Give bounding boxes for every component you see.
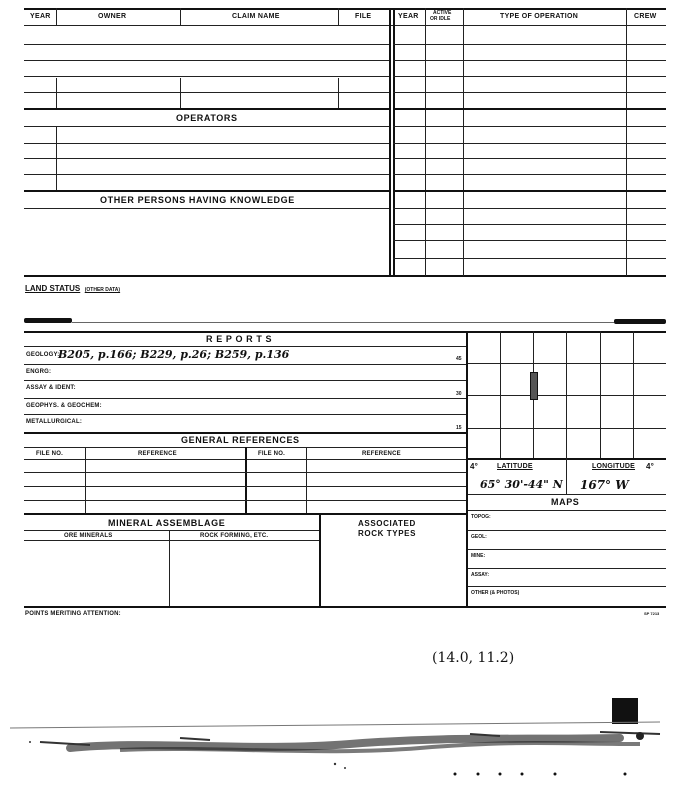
maps-topog: TOPOG:: [471, 514, 491, 520]
col-active: ACTIVE: [433, 10, 452, 16]
handwritten-coordinates: (14.0, 11.2): [432, 650, 515, 666]
col-claim-name: CLAIM NAME: [232, 13, 280, 20]
mineral-assemblage-title: MINERAL ASSEMBLAGE: [108, 518, 226, 528]
rock-forming-label: ROCK FORMING, ETC.: [200, 533, 269, 539]
longitude-value: 167° W: [580, 478, 629, 492]
reports-title: R E P O R T S: [206, 334, 273, 344]
latitude-value: 65° 30'-44" N: [480, 478, 563, 491]
land-status-sub: (OTHER DATA): [84, 287, 121, 293]
rock-types-label: ROCK TYPES: [358, 529, 417, 538]
scan-mark-right: [614, 319, 666, 324]
col-file: FILE: [355, 13, 372, 20]
operators-heading: OPERATORS: [176, 113, 238, 123]
col-year: YEAR: [30, 13, 51, 20]
col-or-idle: OR IDLE: [430, 16, 451, 22]
col-file-no-2: FILE NO.: [258, 451, 285, 457]
other-persons-heading: OTHER PERSONS HAVING KNOWLEDGE: [100, 195, 295, 205]
scan-artifact-strip: [0, 690, 678, 780]
num-30: 30: [456, 391, 462, 397]
metallurgical-label: METALLURGICAL:: [26, 419, 83, 425]
col-owner: OWNER: [98, 13, 127, 20]
points-meriting-attention: POINTS MERITING ATTENTION:: [25, 611, 121, 617]
land-status: [25, 278, 120, 296]
location-marker: [530, 372, 538, 400]
land-status-label: LAND STATUS: [25, 284, 81, 293]
ore-minerals-label: ORE MINERALS: [64, 533, 113, 539]
assay-label: ASSAY & IDENT:: [26, 385, 76, 391]
associated-label: ASSOCIATED: [358, 519, 416, 528]
general-references-title: GENERAL REFERENCES: [181, 435, 300, 445]
engrg-label: ENGRG:: [26, 369, 52, 375]
col-type-of-operation: TYPE OF OPERATION: [500, 13, 579, 20]
maps-assay: ASSAY:: [471, 572, 490, 578]
scan-mark-left: [24, 318, 72, 323]
lon-mark: 4°: [646, 462, 655, 471]
geology-value: B205, p.166; B229, p.26; B259, p.136: [58, 348, 290, 361]
lat-mark: 4°: [470, 462, 479, 471]
maps-other: OTHER (& PHOTOS): [471, 590, 520, 596]
col-file-no-1: FILE NO.: [36, 451, 63, 457]
geophys-label: GEOPHYS. & GEOCHEM:: [26, 403, 102, 409]
maps-title: MAPS: [551, 497, 580, 507]
latitude-label: LATITUDE: [497, 463, 533, 470]
maps-mine: MINE:: [471, 553, 486, 559]
col-year-2: YEAR: [398, 13, 419, 20]
col-reference-2: REFERENCE: [362, 451, 401, 457]
maps-geol: GEOL:: [471, 534, 487, 540]
form-number: SP 7213: [644, 611, 660, 616]
longitude-label: LONGITUDE: [592, 463, 636, 470]
col-reference-1: REFERENCE: [138, 451, 177, 457]
num-45: 45: [456, 356, 462, 362]
col-crew: CREW: [634, 13, 657, 20]
num-15: 15: [456, 425, 462, 431]
geology-label: GEOLOGY:: [26, 352, 60, 358]
